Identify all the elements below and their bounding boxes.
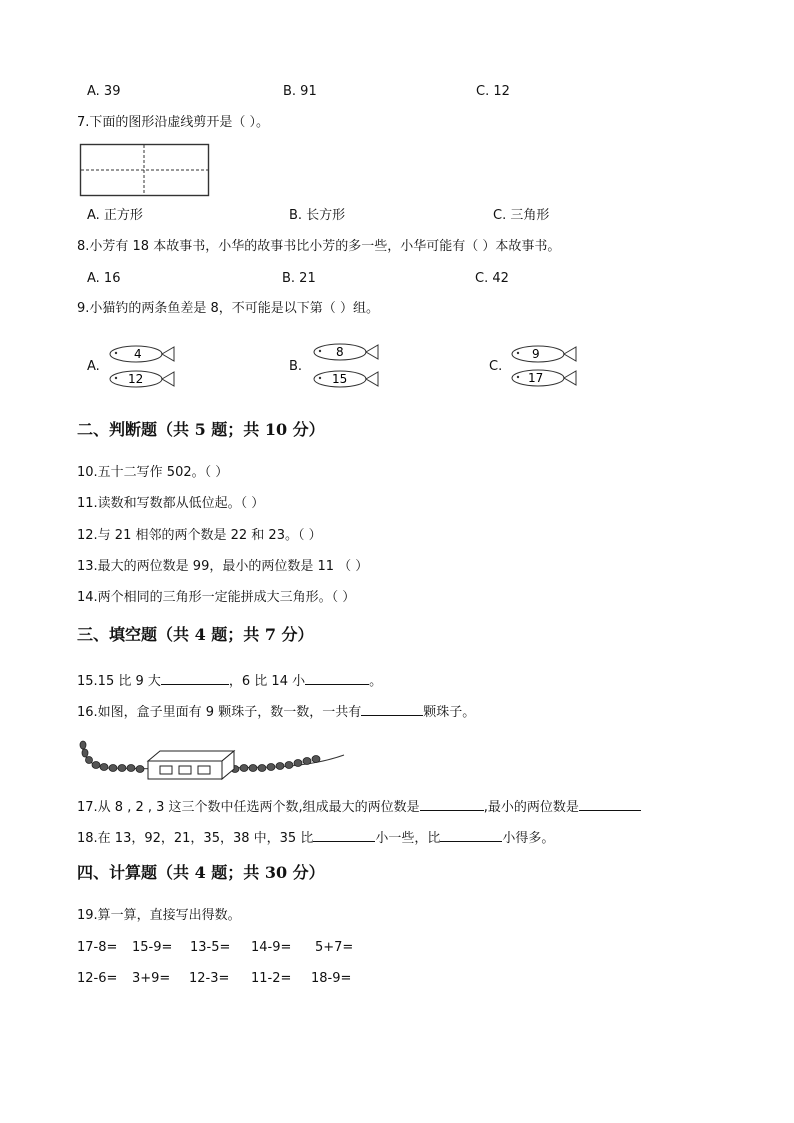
q15-answer-blank-1[interactable] <box>161 671 229 685</box>
q9-option-a: A. <box>87 359 100 374</box>
q16-text-2: 颗珠子。 <box>423 705 476 720</box>
bead-string-box-illustration <box>76 735 346 783</box>
calc-row-2-item-2: 3+9= <box>132 971 171 986</box>
calc-row-2-item-3: 12-3= <box>189 971 230 986</box>
calc-row-1-item-5: 5+7= <box>315 940 354 955</box>
section4-heading: 四、计算题（共 4 题；共 30 分） <box>77 863 325 882</box>
calc-row-2-item-4: 11-2= <box>251 971 292 986</box>
fish-icon <box>314 344 378 360</box>
q17-text-2: ,最小的两位数是 <box>483 800 579 815</box>
q10: 10.五十二写作 502。（ ） <box>77 465 229 480</box>
calc-row-1-item-1: 17-8= <box>77 940 118 955</box>
q15-answer-blank-2[interactable] <box>305 671 369 685</box>
q15 <box>77 671 382 691</box>
q9-fish-pair-c <box>506 343 586 391</box>
fish-number: 15 <box>332 372 348 386</box>
q18-answer-blank-1[interactable] <box>313 828 375 842</box>
q17-answer-blank-2[interactable] <box>579 797 641 811</box>
fish-number: 8 <box>336 345 344 359</box>
q18-text-2: 小一些，比 <box>375 831 441 846</box>
q6-option-a: A. 39 <box>87 84 121 99</box>
q7-stem: 7.下面的图形沿虚线剪开是（ ）。 <box>77 115 270 130</box>
q7-option-c: C. 三角形 <box>493 208 550 223</box>
fish-number: 4 <box>134 347 142 361</box>
q17-text-1: 17.从 8 , 2 , 3 这三个数中任选两个数,组成最大的两位数是 <box>77 800 420 815</box>
q7-rectangle-figure <box>80 144 210 197</box>
fish-icon <box>110 371 174 387</box>
q14: 14.两个相同的三角形一定能拼成大三角形。（ ） <box>77 590 356 605</box>
q18 <box>77 828 554 848</box>
q9-stem: 9.小猫钓的两条鱼差是 8，不可能是以下第（ ）组。 <box>77 301 379 316</box>
q18-text-3: 小得多。 <box>502 831 555 846</box>
q11: 11.读数和写数都从低位起。（ ） <box>77 496 265 511</box>
q16-text-1: 16.如图，盒子里面有 9 颗珠子，数一数，一共有 <box>77 705 362 720</box>
calc-row-1-item-4: 14-9= <box>251 940 292 955</box>
fish-icon <box>512 370 576 386</box>
calc-row-2-item-1: 12-6= <box>77 971 118 986</box>
q9-option-b: B. <box>289 359 303 374</box>
q6-option-b: B. 91 <box>283 84 317 99</box>
calc-row-1-item-2: 15-9= <box>132 940 173 955</box>
q13: 13.最大的两位数是 99，最小的两位数是 11 （ ） <box>77 559 369 574</box>
q9-fish-pair-a <box>104 342 184 392</box>
q9-option-c: C. <box>489 359 503 374</box>
q19-stem: 19.算一算，直接写出得数。 <box>77 908 241 923</box>
q8-option-c: C. 42 <box>475 271 509 286</box>
q7-option-b: B. 长方形 <box>289 208 346 223</box>
q7-option-a: A. 正方形 <box>87 208 143 223</box>
q15-text-1: 15.15 比 9 大 <box>77 674 161 689</box>
q8-option-a: A. 16 <box>87 271 121 286</box>
section3-heading: 三、填空题（共 4 题；共 7 分） <box>77 625 314 644</box>
q15-text-2: ，6 比 14 小 <box>228 674 306 689</box>
fish-icon <box>512 346 576 362</box>
q18-answer-blank-2[interactable] <box>440 828 502 842</box>
calc-row-1-item-3: 13-5= <box>190 940 231 955</box>
q12: 12.与 21 相邻的两个数是 22 和 23。（ ） <box>77 528 322 543</box>
q16-answer-blank[interactable] <box>361 702 423 716</box>
fish-icon <box>110 346 174 362</box>
fish-icon <box>314 371 378 387</box>
q6-option-c: C. 12 <box>476 84 510 99</box>
fish-number: 12 <box>128 372 144 386</box>
q17 <box>77 797 641 817</box>
q8-option-b: B. 21 <box>282 271 316 286</box>
q15-text-3: 。 <box>369 674 383 689</box>
box-icon <box>148 751 234 779</box>
q16 <box>77 702 475 722</box>
fish-number: 9 <box>532 347 540 361</box>
fish-number: 17 <box>528 371 544 385</box>
q9-fish-pair-b <box>308 340 388 390</box>
section2-heading: 二、判断题（共 5 题；共 10 分） <box>77 420 325 439</box>
q8-stem: 8.小芳有 18 本故事书，小华的故事书比小芳的多一些，小华可能有（ ）本故事书。 <box>77 239 561 254</box>
calc-row-2-item-5: 18-9= <box>311 971 352 986</box>
q18-text-1: 18.在 13，92，21，35，38 中，35 比 <box>77 831 314 846</box>
q17-answer-blank-1[interactable] <box>420 797 484 811</box>
